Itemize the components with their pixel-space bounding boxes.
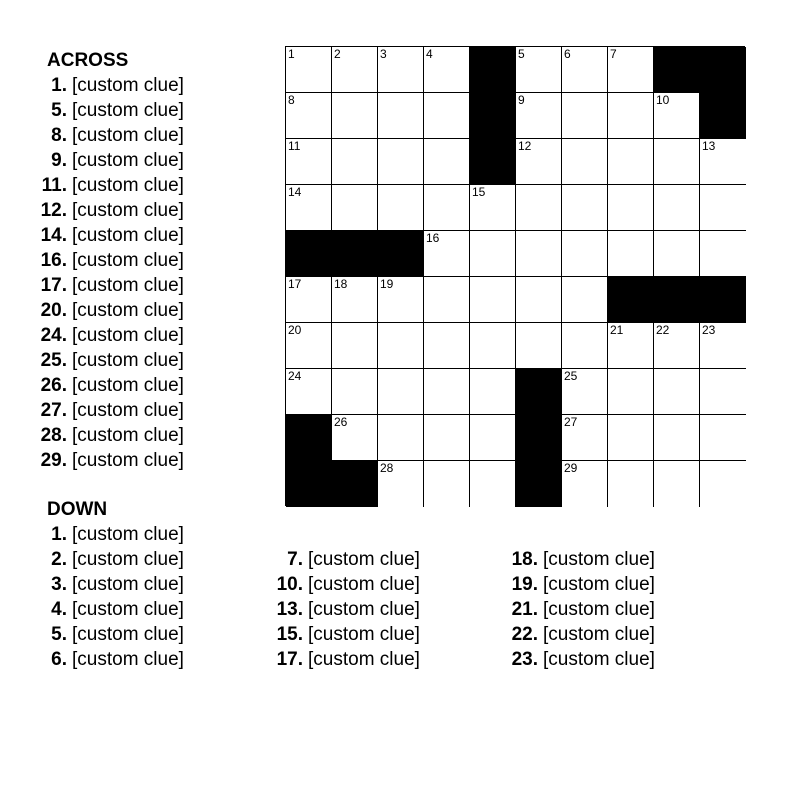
grid-cell[interactable] [332,277,378,323]
grid-cell[interactable] [562,369,608,415]
clue-text: [custom clue] [72,350,184,371]
grid-cell[interactable] [654,415,700,461]
grid-cell[interactable] [424,139,470,185]
clue-text: [custom clue] [308,624,420,645]
clue-text: [custom clue] [308,574,420,595]
grid-cell[interactable] [516,277,562,323]
clue-item [38,399,184,423]
clue-item [508,573,655,597]
clue-item [38,573,184,597]
clue-number: 2. [51,549,67,570]
clue-item [508,623,655,647]
grid-cell[interactable] [654,93,700,139]
clue-item [38,523,184,547]
clue-number: 19. [511,574,538,595]
clue-number: 20. [40,300,67,321]
clue-number: 1. [51,75,67,96]
clue-number: 13. [276,599,303,620]
clue-number: 24. [40,325,67,346]
cell-number: 29 [564,461,578,475]
grid-cell[interactable] [332,47,378,93]
clue-item [38,548,184,572]
black-square [654,277,700,323]
grid-cell[interactable] [608,93,654,139]
cell-number: 17 [288,277,302,291]
clue-number: 1. [51,524,67,545]
black-square [470,47,516,93]
grid-cell[interactable] [286,323,332,369]
grid-cell[interactable] [378,185,424,231]
cell-number: 23 [702,323,716,337]
grid-cell[interactable] [654,369,700,415]
clue-item [508,598,655,622]
clue-item [38,324,184,348]
grid-cell[interactable] [562,231,608,277]
clue-item [38,74,184,98]
clue-number: 5. [51,100,67,121]
grid-cell[interactable] [332,415,378,461]
grid-cell[interactable] [700,415,746,461]
grid-cell[interactable] [608,369,654,415]
clue-text: [custom clue] [72,574,184,595]
clue-text: [custom clue] [72,524,184,545]
clue-item [38,224,184,248]
black-square [470,93,516,139]
grid-cell[interactable] [516,139,562,185]
across-heading: ACROSS [47,50,129,71]
black-square [700,47,746,93]
cell-number: 18 [334,277,348,291]
clue-item [38,174,184,198]
grid-cell[interactable] [286,369,332,415]
grid-cell[interactable] [562,139,608,185]
grid-cell[interactable] [470,461,516,507]
grid-cell[interactable] [700,461,746,507]
cell-number: 9 [518,93,525,107]
grid-cell[interactable] [332,139,378,185]
clue-item [38,598,184,622]
grid-cell[interactable] [562,185,608,231]
clue-number: 15. [276,624,303,645]
clue-text: [custom clue] [543,649,655,670]
grid-cell[interactable] [378,93,424,139]
clue-number: 10. [276,574,303,595]
grid-cell[interactable] [700,369,746,415]
clue-text: [custom clue] [543,574,655,595]
clue-text: [custom clue] [72,325,184,346]
grid-cell[interactable] [654,185,700,231]
clue-item [273,573,420,597]
cell-number: 6 [564,47,571,61]
clue-text: [custom clue] [72,649,184,670]
grid-cell[interactable] [516,185,562,231]
clue-item [38,424,184,448]
grid-cell[interactable] [470,231,516,277]
clue-text: [custom clue] [72,300,184,321]
clue-item [508,548,655,572]
grid-cell[interactable] [470,415,516,461]
cell-number: 19 [380,277,394,291]
clue-number: 8. [51,125,67,146]
clue-text: [custom clue] [543,624,655,645]
clue-text: [custom clue] [72,200,184,221]
clue-text: [custom clue] [72,400,184,421]
clue-number: 22. [511,624,538,645]
clue-number: 4. [51,599,67,620]
grid-cell[interactable] [378,369,424,415]
grid-cell[interactable] [608,461,654,507]
grid-cell[interactable] [562,47,608,93]
grid-cell[interactable] [470,323,516,369]
grid-cell[interactable] [378,47,424,93]
clue-text: [custom clue] [543,599,655,620]
grid-cell[interactable] [424,47,470,93]
cell-number: 1 [288,47,295,61]
clue-text: [custom clue] [72,175,184,196]
cell-number: 8 [288,93,295,107]
clue-text: [custom clue] [72,624,184,645]
cell-number: 10 [656,93,670,107]
cell-number: 22 [656,323,670,337]
clue-number: 26. [40,375,67,396]
grid-cell[interactable] [700,139,746,185]
cell-number: 26 [334,415,348,429]
grid-cell[interactable] [378,139,424,185]
grid-cell[interactable] [562,323,608,369]
clue-item [273,548,420,572]
clue-text: [custom clue] [72,125,184,146]
grid-cell[interactable] [332,185,378,231]
cell-number: 3 [380,47,387,61]
cell-number: 21 [610,323,624,337]
clue-text: [custom clue] [72,250,184,271]
black-square [470,139,516,185]
grid-cell[interactable] [378,461,424,507]
cell-number: 11 [288,139,301,153]
grid-cell[interactable] [516,93,562,139]
crossword-grid [285,46,745,506]
clue-item [38,623,184,647]
cell-number: 20 [288,323,302,337]
clue-text: [custom clue] [308,599,420,620]
grid-cell[interactable] [470,185,516,231]
black-square [286,415,332,461]
down-heading: DOWN [47,499,108,520]
clue-item [38,149,184,173]
grid-cell[interactable] [424,185,470,231]
grid-cell[interactable] [424,369,470,415]
clue-number: 18. [511,549,538,570]
black-square [332,231,378,277]
grid-cell[interactable] [378,277,424,323]
grid-cell[interactable] [424,323,470,369]
grid-cell[interactable] [608,139,654,185]
clue-item [273,623,420,647]
black-square [286,461,332,507]
grid-cell[interactable] [286,277,332,323]
clue-item [38,374,184,398]
grid-cell[interactable] [608,185,654,231]
cell-number: 14 [288,185,302,199]
clue-item [38,349,184,373]
grid-cell[interactable] [562,93,608,139]
cell-number: 25 [564,369,578,383]
clue-number: 7. [287,549,303,570]
clue-item [38,199,184,223]
grid-cell[interactable] [562,277,608,323]
clue-item [38,99,184,123]
clue-text: [custom clue] [72,150,184,171]
clue-item [38,449,184,473]
black-square [654,47,700,93]
grid-cell[interactable] [608,231,654,277]
clue-text: [custom clue] [308,549,420,570]
black-square [516,369,562,415]
grid-cell[interactable] [516,323,562,369]
clue-text: [custom clue] [543,549,655,570]
cell-number: 27 [564,415,578,429]
black-square [700,93,746,139]
black-square [286,231,332,277]
grid-cell[interactable] [700,231,746,277]
clue-text: [custom clue] [72,549,184,570]
clue-number: 12. [40,200,67,221]
grid-cell[interactable] [608,415,654,461]
black-square [516,415,562,461]
black-square [608,277,654,323]
grid-cell[interactable] [608,47,654,93]
grid-cell[interactable] [286,47,332,93]
clue-text: [custom clue] [72,599,184,620]
cell-number: 16 [426,231,440,245]
clue-text: [custom clue] [72,275,184,296]
grid-cell[interactable] [378,415,424,461]
grid-cell[interactable] [378,323,424,369]
grid-cell[interactable] [286,185,332,231]
grid-cell[interactable] [608,323,654,369]
clue-item [38,648,184,672]
grid-cell[interactable] [332,93,378,139]
clue-item [273,648,420,672]
clue-item [38,299,184,323]
clue-number: 5. [51,624,67,645]
cell-number: 13 [702,139,716,153]
cell-number: 28 [380,461,394,475]
grid-cell[interactable] [700,185,746,231]
grid-cell[interactable] [332,323,378,369]
grid-cell[interactable] [654,323,700,369]
grid-cell[interactable] [700,323,746,369]
clue-item [273,598,420,622]
clue-text: [custom clue] [308,649,420,670]
clue-number: 21. [511,599,538,620]
grid-cell[interactable] [516,231,562,277]
grid-cell[interactable] [424,461,470,507]
clue-number: 27. [40,400,67,421]
grid-cell[interactable] [562,415,608,461]
clue-number: 6. [51,649,67,670]
black-square [516,461,562,507]
clue-number: 23. [511,649,538,670]
clue-number: 25. [40,350,67,371]
clue-text: [custom clue] [72,375,184,396]
clue-item [38,274,184,298]
clue-number: 11. [41,175,67,196]
grid-cell[interactable] [516,47,562,93]
clue-item [508,648,655,672]
cell-number: 7 [610,47,617,61]
clue-number: 29. [40,450,67,471]
grid-cell[interactable] [424,415,470,461]
clue-item [38,249,184,273]
cell-number: 5 [518,47,525,61]
black-square [378,231,424,277]
grid-cell[interactable] [332,369,378,415]
grid-cell[interactable] [654,461,700,507]
cell-number: 15 [472,185,486,199]
black-square [332,461,378,507]
clue-text: [custom clue] [72,75,184,96]
clue-number: 9. [51,150,67,171]
cell-number: 2 [334,47,341,61]
clue-number: 17. [276,649,303,670]
clue-text: [custom clue] [72,100,184,121]
clue-number: 17. [40,275,67,296]
cell-number: 12 [518,139,532,153]
clue-item [38,124,184,148]
clue-text: [custom clue] [72,450,184,471]
grid-cell[interactable] [286,139,332,185]
grid-cell[interactable] [470,277,516,323]
clue-text: [custom clue] [72,225,184,246]
cell-number: 4 [426,47,433,61]
cell-number: 24 [288,369,302,383]
grid-cell[interactable] [424,231,470,277]
clue-number: 28. [40,425,67,446]
clue-number: 3. [51,574,67,595]
grid-cell[interactable] [654,139,700,185]
black-square [700,277,746,323]
clue-number: 14. [40,225,67,246]
grid-cell[interactable] [424,277,470,323]
grid-cell[interactable] [424,93,470,139]
grid-cell[interactable] [562,461,608,507]
grid-cell[interactable] [286,93,332,139]
clue-text: [custom clue] [72,425,184,446]
clue-number: 16. [40,250,67,271]
grid-cell[interactable] [470,369,516,415]
grid-cell[interactable] [654,231,700,277]
